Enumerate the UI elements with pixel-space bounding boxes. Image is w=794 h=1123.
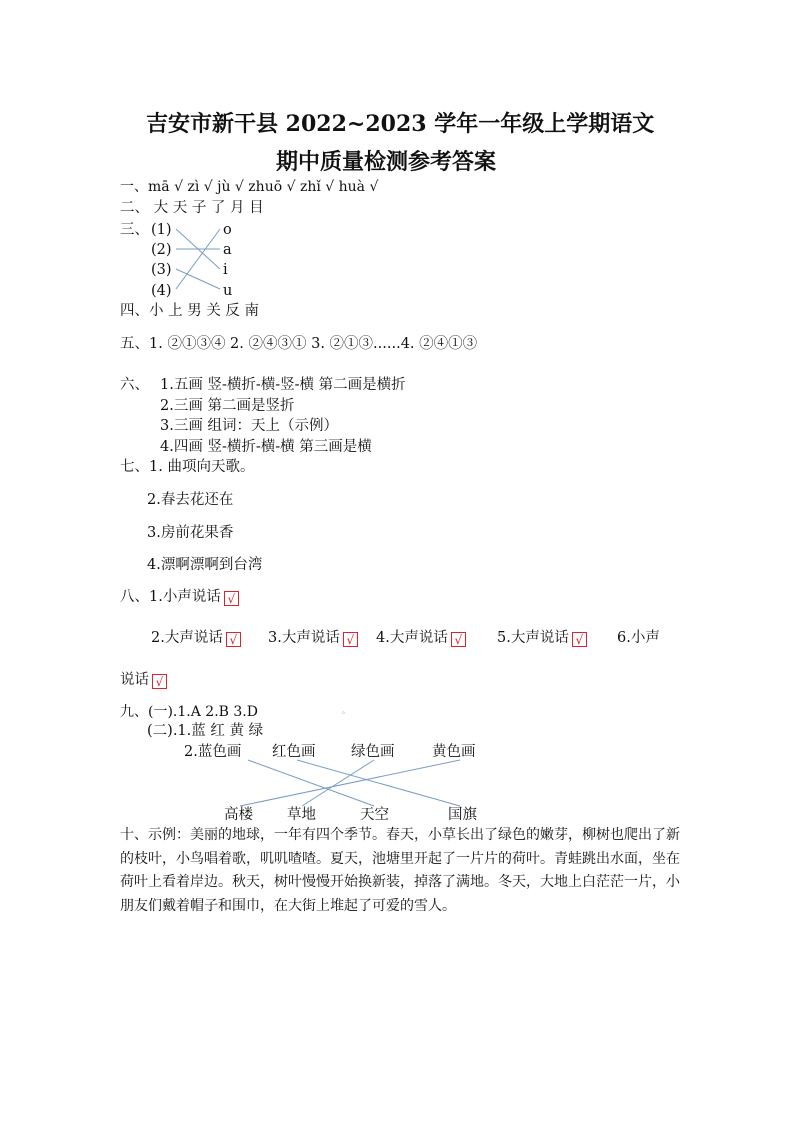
check-box-icon: √ xyxy=(152,674,167,689)
q7-item-3: 3.房前花果香 xyxy=(147,525,234,541)
q8-item-6-cont: 说话 √ xyxy=(120,670,167,690)
match-line xyxy=(176,229,220,289)
q3-right-1: o xyxy=(223,222,232,238)
check-box-icon: √ xyxy=(226,632,241,647)
q3-left-2: (2) xyxy=(151,242,172,258)
q7-item-2: 2.春去花还在 xyxy=(147,492,234,508)
q6-item-3: 3.三画 组词：天上（示例） xyxy=(160,418,338,434)
q9-part1: 九、(一).1.A 2.B 3.D xyxy=(120,704,258,720)
q8-item-3: 3.大声说话 √ xyxy=(268,628,358,648)
q9-top-1: 2.蓝色画 xyxy=(184,744,242,760)
q6-item-2: 2.三画 第二画是竖折 xyxy=(160,398,295,414)
q3-right-2: a xyxy=(223,242,232,258)
match-line xyxy=(297,760,460,806)
q1-answers: 一、mā √ zì √ jù √ zhuō √ zhǐ √ huà √ xyxy=(120,179,379,195)
match-line xyxy=(302,760,374,806)
q8-item-6: 6.小声 xyxy=(617,630,660,646)
q9-bottom-4: 国旗 xyxy=(448,807,477,823)
q8-item-1: 八、1.小声说话 √ xyxy=(120,587,239,607)
page-title-line2: 期中质量检测参考答案 xyxy=(276,149,497,175)
check-box-icon: √ xyxy=(224,591,239,606)
q10-paragraph: 十、示例：美丽的地球，一年有四个季节。春天，小草长出了绿色的嫩芽，柳树也爬出了新的枝叶，小鸟唱着歌，叽叽喳喳。夏天，池塘里开起了一片片的荷叶。青蛙跳出水面，坐在荷叶上看着岸边。秋天，树叶慢慢开始换新装，掉落了满地。冬天，大地上白茫茫一片，小朋友们戴着帽子和围巾，在大街上堆起了可爱的雪人。 xyxy=(120,827,680,914)
q8-item-5: 5.大声说话 √ xyxy=(497,628,587,648)
q4-answers: 四、小 上 男 关 反 南 xyxy=(120,303,260,319)
q8-item-2: 2.大声说话 √ xyxy=(151,628,241,648)
q9-bottom-2: 草地 xyxy=(287,807,316,823)
match-line xyxy=(176,269,220,289)
q7-item-4: 4.漂啊漂啊到台湾 xyxy=(147,557,263,573)
q6-item-4: 4.四画 竖-横折-横-横 第三画是横 xyxy=(160,439,372,455)
q3-left-1: (1) xyxy=(151,222,172,238)
q9-bottom-3: 天空 xyxy=(360,807,389,823)
q3-right-4: u xyxy=(223,283,233,299)
q6-item-1: 1.五画 竖-横折-横-竖-横 第二画是横折 xyxy=(160,377,406,393)
q9-top-4: 黄色画 xyxy=(432,744,476,760)
page-title-line1: 吉安市新干县 2022~2023 学年一年级上学期语文 xyxy=(146,111,655,137)
check-box-icon: √ xyxy=(572,632,587,647)
check-box-icon: √ xyxy=(451,632,466,647)
q3-left-4: (4) xyxy=(151,283,172,299)
q9-part2: (二).1.蓝 红 黄 绿 xyxy=(147,723,264,739)
q3-left-3: (3) xyxy=(151,262,172,278)
match-line xyxy=(176,229,220,269)
q7-item-1: 七、1. 曲项向天歌。 xyxy=(120,459,255,475)
check-box-icon: √ xyxy=(343,632,358,647)
q2-answers: 二、 大 天 子 了 月 目 xyxy=(120,200,264,216)
q9-top-2: 红色画 xyxy=(272,744,316,760)
q3-prefix: 三、 xyxy=(120,222,149,238)
q5-answers: 五、1. ②①③④ 2. ②④③① 3. ②①③......4. ②④①③ xyxy=(120,336,478,352)
q8-item-4: 4.大声说话 √ xyxy=(376,628,466,648)
match-line xyxy=(248,760,374,806)
q9-top-3: 绿色画 xyxy=(351,744,395,760)
match-line xyxy=(240,760,460,806)
q9-bottom-1: 高楼 xyxy=(224,807,253,823)
q6-prefix: 六、 xyxy=(120,377,149,393)
q9-part1-mark: 。 xyxy=(342,706,350,715)
q3-right-3: i xyxy=(223,262,228,278)
